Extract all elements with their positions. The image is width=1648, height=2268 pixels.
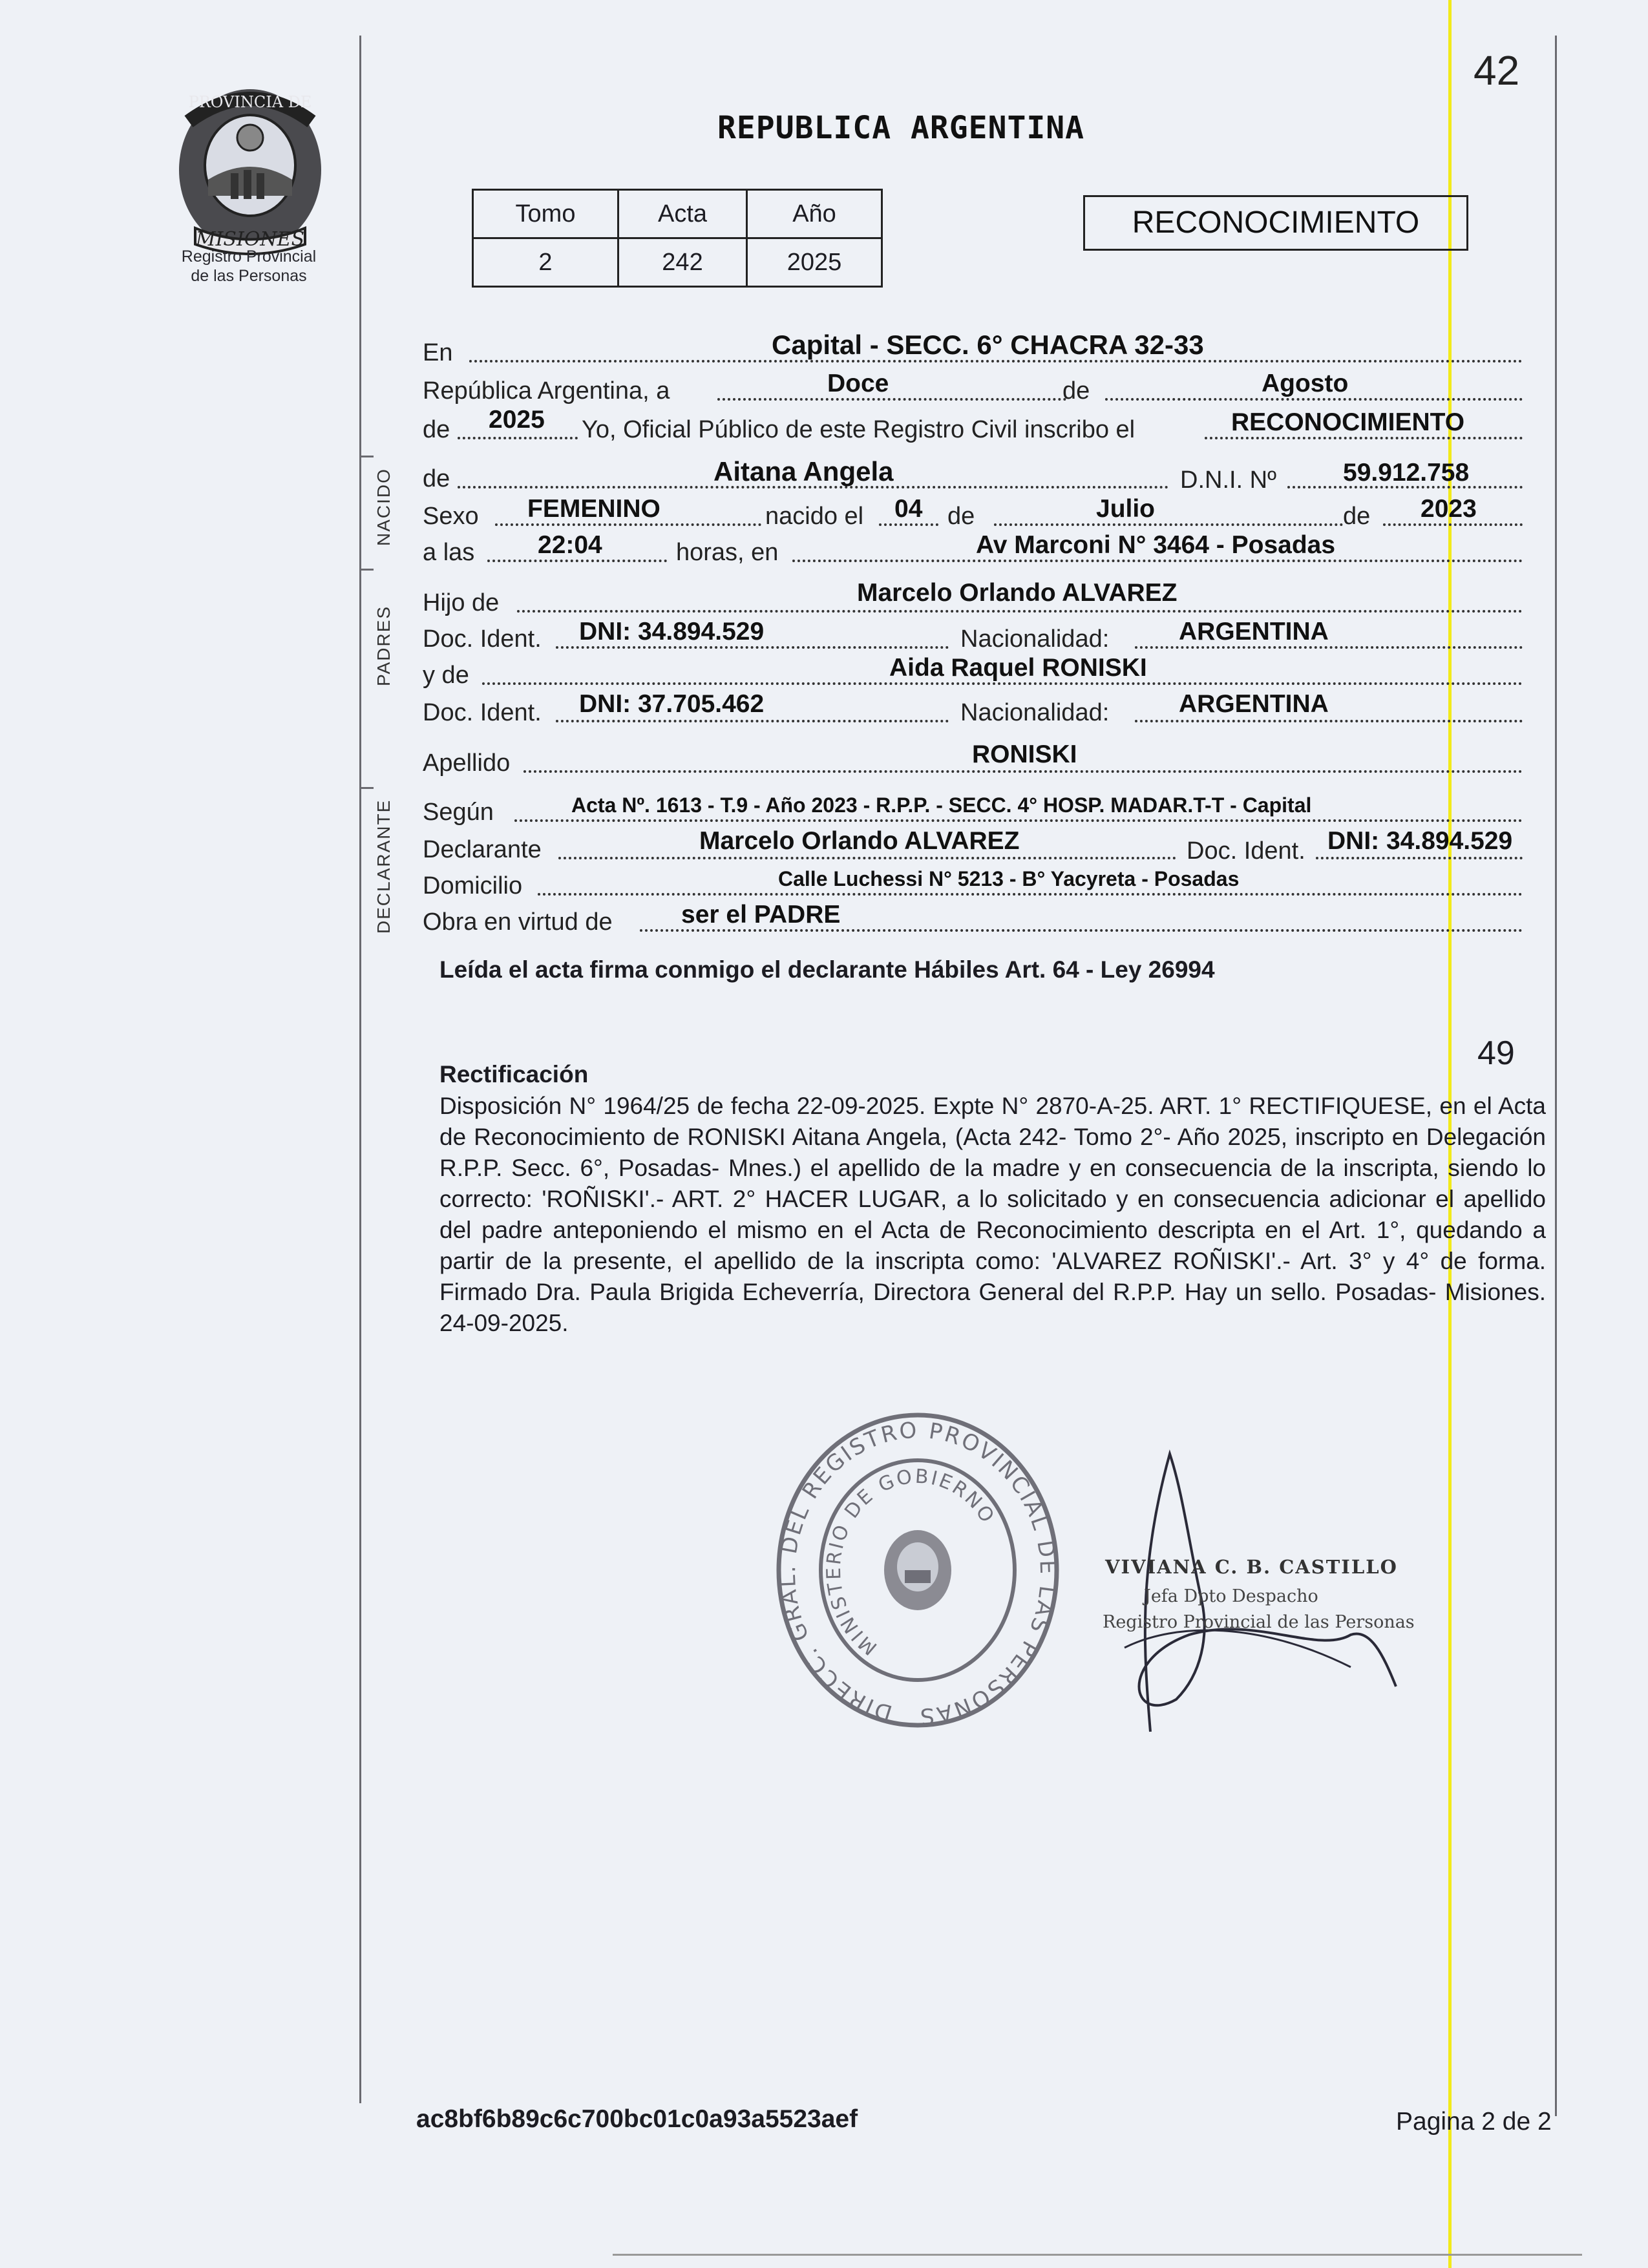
declarante-doc: DNI: 34.894.529	[1327, 827, 1513, 855]
dotted-line	[640, 929, 1523, 932]
left-margin-rule	[359, 36, 361, 2103]
apellido-value: RONISKI	[972, 740, 1077, 768]
label-apellido: Apellido	[423, 750, 511, 777]
hora-nacimiento: 22:04	[538, 531, 602, 559]
obra-value: ser el PADRE	[681, 901, 841, 929]
dotted-line	[538, 893, 1523, 896]
label-a-las: a las	[423, 539, 475, 566]
label-doc-ident-declarante: Doc. Ident.	[1187, 837, 1305, 865]
label-horas-en: horas, en	[676, 539, 779, 566]
dotted-line	[558, 857, 1176, 859]
label-de-anio-nac: de	[1343, 503, 1371, 530]
rectificacion-number: 49	[1477, 1034, 1515, 1072]
dotted-line	[1205, 437, 1523, 439]
dotted-line	[1316, 857, 1523, 859]
nombre-padre: Marcelo Orlando ALVAREZ	[857, 579, 1178, 607]
label-sexo: Sexo	[423, 503, 479, 530]
dotted-line	[1135, 646, 1523, 649]
document-type-box: RECONOCIMIENTO	[1083, 195, 1468, 251]
label-hijo-de: Hijo de	[423, 589, 500, 616]
label-doc-ident: Doc. Ident.	[423, 625, 542, 653]
label-domicilio: Domicilio	[423, 872, 523, 899]
tomo-value: 2	[473, 238, 618, 287]
nombre-inscripta: Aitana Angela	[713, 456, 894, 487]
label-segun: Según	[423, 799, 494, 826]
svg-text:DIRECC. GRAL. DEL REGISTRO PRO: DIRECC. GRAL. DEL REGISTRO PROVINCIAL DE LAS PERSONAS	[774, 1417, 1061, 1730]
dni-inscripta: 59.912.758	[1343, 459, 1470, 487]
dotted-line	[487, 560, 667, 562]
document-hash: ac8bf6b89c6c700bc01c0a93a5523aef	[416, 2105, 858, 2133]
dotted-line	[517, 610, 1523, 613]
dotted-line	[1135, 720, 1523, 722]
section-separator	[359, 569, 374, 571]
oficial-publico-text: Yo, Oficial Público de este Registro Civil inscribo el	[582, 416, 1136, 443]
dia-inscripcion: Doce	[827, 370, 889, 397]
signatory-position: Jefa Dpto Despacho	[1144, 1586, 1318, 1606]
sexo-value: FEMENINO	[527, 495, 660, 523]
nombre-madre: Aida Raquel RONISKI	[889, 654, 1147, 682]
doc-padre: DNI: 34.894.529	[579, 618, 765, 646]
svg-text:PROVINCIA DE: PROVINCIA DE	[188, 93, 312, 111]
label-republica: República Argentina, a	[423, 377, 670, 404]
rectificacion-title: Rectificación	[439, 1061, 589, 1087]
lugar-nacimiento: Av Marconi N° 3464 - Posadas	[976, 531, 1336, 559]
nacimiento-mes: Julio	[1096, 495, 1156, 523]
dotted-line	[556, 720, 949, 722]
anio-header: Año	[747, 190, 882, 238]
label-declarante: Declarante	[423, 836, 542, 863]
mes-inscripcion: Agosto	[1262, 370, 1349, 397]
dotted-line	[523, 770, 1523, 773]
label-de-anio: de	[423, 416, 450, 443]
dotted-line	[556, 646, 949, 649]
label-nacionalidad: Nacionalidad:	[960, 699, 1110, 726]
registry-table	[472, 189, 883, 288]
declarante-nombre: Marcelo Orlando ALVAREZ	[699, 827, 1020, 855]
dotted-line	[495, 523, 761, 526]
anio-inscripcion: 2025	[489, 406, 545, 434]
page-indicator: Pagina 2 de 2	[1396, 2108, 1552, 2136]
official-stamp	[772, 1405, 1063, 1735]
dotted-line	[717, 398, 1066, 401]
page-number: 42	[1474, 47, 1520, 94]
tipo-inscripcion: RECONOCIMIENTO	[1231, 408, 1465, 436]
dotted-line	[482, 682, 1523, 685]
nacionalidad-padre: ARGENTINA	[1179, 618, 1329, 646]
tomo-header: Tomo	[473, 190, 618, 238]
dotted-line	[879, 523, 938, 526]
section-separator	[359, 787, 374, 789]
label-de: de	[1062, 377, 1090, 404]
section-separator	[359, 456, 374, 457]
label-de-nombre: de	[423, 465, 450, 492]
document-title: REPUBLICA ARGENTINA	[717, 110, 1085, 146]
dotted-line	[514, 819, 1523, 822]
label-nacionalidad: Nacionalidad:	[960, 625, 1110, 653]
dotted-line	[994, 523, 1343, 526]
label-obra: Obra en virtud de	[423, 908, 613, 936]
nacimiento-anio: 2023	[1421, 495, 1477, 523]
nacionalidad-madre: ARGENTINA	[1179, 690, 1329, 718]
signatory-name: VIVIANA C. B. CASTILLO	[1105, 1556, 1398, 1578]
side-label-declarante: DECLARANTE	[374, 799, 394, 934]
bottom-edge-line	[613, 2254, 1582, 2256]
dotted-line	[1383, 523, 1523, 526]
acta-value: 242	[618, 238, 747, 287]
nacimiento-dia: 04	[894, 495, 923, 523]
side-label-padres: PADRES	[374, 605, 394, 686]
label-nacido-el: nacido el	[765, 503, 864, 530]
label-y-de: y de	[423, 662, 469, 689]
acta-header: Acta	[618, 190, 747, 238]
right-margin-rule	[1555, 36, 1557, 2116]
dotted-line	[1105, 398, 1523, 401]
provincia-misiones-logo	[169, 83, 331, 257]
rectificacion-body: Disposición N° 1964/25 de fecha 22-09-2025. Expte N° 2870-A-25. ART. 1° RECTIFIQUESE, en el Acta de Reconocimiento de RONISKI Aitana Angela, (Acta 242- Tomo 2°- Año 2025, inscripto en Delegación R.P.P. Secc. 6°, Posadas- Mnes.) el apellido de la madre y en consecuencia de la inscripta, siendo lo correcto: 'ROÑISKI'.- ART. 2° HACER LUGAR, a lo solicitado y en consecuencia adicionar el apellido del padre anteponiendo el mismo en el Acta de Reconocimiento descripta en el Art. 1°, quedando a partir de la presente, el apellido de la inscripta como: 'ALVAREZ ROÑISKI'.- Art. 3° y 4° de forma. Firmado Dra. Paula Brigida Echeverría, Directora General del R.P.P. Hay un sello. Posadas- Misiones. 24-09-2025.	[439, 1093, 1546, 1336]
lectura-acta-text: Leída el acta firma conmigo el declarante Hábiles Art. 64 - Ley 26994	[439, 956, 1215, 983]
dotted-line	[792, 560, 1523, 562]
segun-value: Acta Nº. 1613 - T.9 - Año 2023 - R.P.P. - SECC. 4° HOSP. MADAR.T-T - Capital	[571, 793, 1312, 817]
dotted-line	[458, 437, 578, 439]
svg-text:MISIONES: MISIONES	[195, 228, 305, 251]
signatory-office: Registro Provincial de las Personas	[1103, 1612, 1415, 1632]
label-de-mes: de	[947, 503, 975, 530]
side-label-nacido: NACIDO	[374, 468, 394, 546]
logo-caption: Registro Provincial de las Personas	[181, 247, 317, 285]
svg-text:MINISTERIO DE GOBIERNO: MINISTERIO DE GOBIERNO	[822, 1465, 1000, 1659]
label-en: En	[423, 339, 453, 366]
lugar-inscripcion: Capital - SECC. 6° CHACRA 32-33	[772, 330, 1204, 360]
label-doc-ident: Doc. Ident.	[423, 699, 542, 726]
doc-madre: DNI: 37.705.462	[579, 690, 765, 718]
anio-value: 2025	[747, 238, 882, 287]
label-dni: D.N.I. Nº	[1180, 467, 1276, 494]
domicilio-value: Calle Luchessi N° 5213 - B° Yacyreta - Posadas	[778, 867, 1240, 890]
